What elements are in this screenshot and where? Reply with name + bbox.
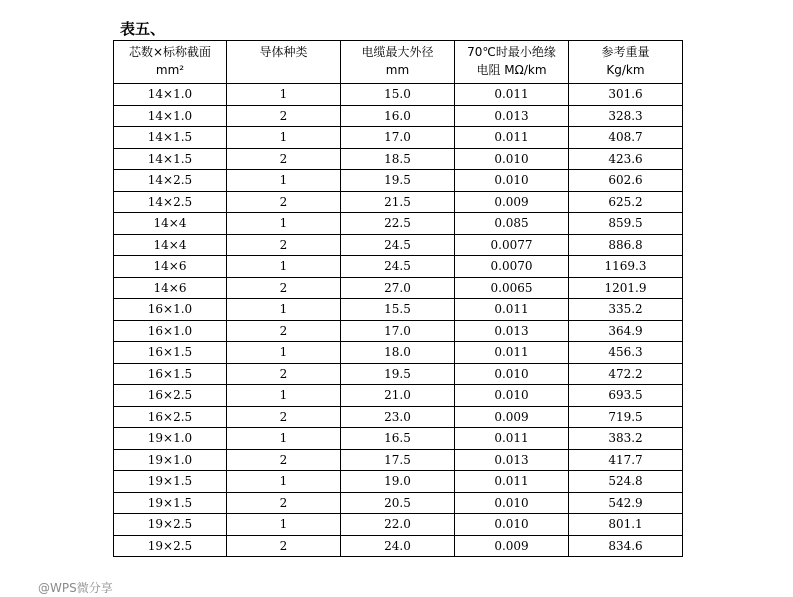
cell-insulation-resistance: 0.011 [455, 342, 569, 364]
cell-cores-section: 16×1.5 [114, 363, 227, 385]
table-row [114, 256, 683, 278]
cell-reference-weight: 524.8 [569, 471, 683, 493]
cell-cores-section: 14×4 [114, 213, 227, 235]
table-row [114, 428, 683, 450]
cell-reference-weight: 719.5 [569, 406, 683, 428]
table-row [114, 342, 683, 364]
cell-cores-section: 16×1.0 [114, 320, 227, 342]
cell-insulation-resistance: 0.085 [455, 213, 569, 235]
cell-insulation-resistance: 0.009 [455, 535, 569, 557]
wps-watermark: @WPS微分享 [38, 581, 113, 595]
cell-outer-diameter: 21.0 [341, 385, 455, 407]
cell-insulation-resistance: 0.010 [455, 492, 569, 514]
cell-insulation-resistance: 0.0070 [455, 256, 569, 278]
cell-outer-diameter: 18.5 [341, 148, 455, 170]
cell-insulation-resistance: 0.010 [455, 514, 569, 536]
cell-outer-diameter: 24.5 [341, 256, 455, 278]
cell-insulation-resistance: 0.0077 [455, 234, 569, 256]
cell-reference-weight: 301.6 [569, 84, 683, 106]
table-row [114, 84, 683, 106]
table-row [114, 406, 683, 428]
cell-insulation-resistance: 0.011 [455, 428, 569, 450]
cell-cores-section: 14×1.0 [114, 84, 227, 106]
cell-conductor-type: 1 [227, 84, 341, 106]
cell-outer-diameter: 17.5 [341, 449, 455, 471]
cell-reference-weight: 801.1 [569, 514, 683, 536]
table-row [114, 148, 683, 170]
table-row [114, 535, 683, 557]
table-row [114, 363, 683, 385]
cell-cores-section: 14×1.5 [114, 148, 227, 170]
table-row [114, 191, 683, 213]
cell-cores-section: 16×2.5 [114, 385, 227, 407]
cell-conductor-type: 2 [227, 363, 341, 385]
cell-insulation-resistance: 0.010 [455, 148, 569, 170]
cell-reference-weight: 886.8 [569, 234, 683, 256]
cell-insulation-resistance: 0.010 [455, 385, 569, 407]
cell-conductor-type: 2 [227, 449, 341, 471]
cell-outer-diameter: 24.5 [341, 234, 455, 256]
cell-insulation-resistance: 0.011 [455, 127, 569, 149]
cell-reference-weight: 859.5 [569, 213, 683, 235]
cell-conductor-type: 1 [227, 299, 341, 321]
cell-outer-diameter: 16.0 [341, 105, 455, 127]
header-min-insulation-resistance: 70℃时最小绝缘 电阻 MΩ/km [455, 41, 569, 84]
cell-outer-diameter: 22.5 [341, 213, 455, 235]
cell-cores-section: 19×1.5 [114, 471, 227, 493]
cell-outer-diameter: 24.0 [341, 535, 455, 557]
cell-conductor-type: 1 [227, 514, 341, 536]
cell-reference-weight: 472.2 [569, 363, 683, 385]
cell-conductor-type: 1 [227, 385, 341, 407]
cell-insulation-resistance: 0.0065 [455, 277, 569, 299]
cell-cores-section: 19×1.5 [114, 492, 227, 514]
cell-insulation-resistance: 0.013 [455, 105, 569, 127]
cell-reference-weight: 417.7 [569, 449, 683, 471]
cell-reference-weight: 423.6 [569, 148, 683, 170]
cell-conductor-type: 1 [227, 471, 341, 493]
table-row [114, 471, 683, 493]
cell-conductor-type: 2 [227, 492, 341, 514]
cell-outer-diameter: 15.0 [341, 84, 455, 106]
cell-outer-diameter: 17.0 [341, 127, 455, 149]
cell-outer-diameter: 27.0 [341, 277, 455, 299]
cell-cores-section: 16×1.0 [114, 299, 227, 321]
cell-reference-weight: 335.2 [569, 299, 683, 321]
table-row [114, 234, 683, 256]
table-body [114, 84, 683, 557]
cell-cores-section: 19×1.0 [114, 428, 227, 450]
cell-cores-section: 14×1.0 [114, 105, 227, 127]
cell-outer-diameter: 16.5 [341, 428, 455, 450]
cell-conductor-type: 2 [227, 234, 341, 256]
table-row [114, 105, 683, 127]
cell-reference-weight: 364.9 [569, 320, 683, 342]
table-row [114, 492, 683, 514]
table-row [114, 385, 683, 407]
cell-cores-section: 14×2.5 [114, 191, 227, 213]
cell-cores-section: 14×6 [114, 256, 227, 278]
header-conductor-type: 导体种类 [227, 41, 341, 84]
cell-reference-weight: 408.7 [569, 127, 683, 149]
table-row [114, 320, 683, 342]
cell-outer-diameter: 17.0 [341, 320, 455, 342]
header-cores-section: 芯数×标称截面 mm² [114, 41, 227, 84]
header-reference-weight: 参考重量 Kg/km [569, 41, 683, 84]
cell-cores-section: 14×2.5 [114, 170, 227, 192]
cell-outer-diameter: 19.5 [341, 363, 455, 385]
cell-insulation-resistance: 0.011 [455, 84, 569, 106]
cell-cores-section: 16×1.5 [114, 342, 227, 364]
cell-outer-diameter: 22.0 [341, 514, 455, 536]
cell-conductor-type: 1 [227, 256, 341, 278]
table-row [114, 277, 683, 299]
cell-cores-section: 19×1.0 [114, 449, 227, 471]
cell-conductor-type: 2 [227, 191, 341, 213]
table-row [114, 213, 683, 235]
cell-conductor-type: 1 [227, 170, 341, 192]
header-max-outer-diameter: 电缆最大外径 mm [341, 41, 455, 84]
cell-conductor-type: 1 [227, 127, 341, 149]
table-header-row [114, 41, 683, 84]
cell-reference-weight: 1201.9 [569, 277, 683, 299]
cell-conductor-type: 2 [227, 277, 341, 299]
cell-reference-weight: 383.2 [569, 428, 683, 450]
cell-conductor-type: 2 [227, 406, 341, 428]
cell-insulation-resistance: 0.009 [455, 191, 569, 213]
cell-outer-diameter: 15.5 [341, 299, 455, 321]
cell-cores-section: 14×1.5 [114, 127, 227, 149]
cell-conductor-type: 2 [227, 148, 341, 170]
cell-outer-diameter: 18.0 [341, 342, 455, 364]
cell-reference-weight: 625.2 [569, 191, 683, 213]
table-row [114, 127, 683, 149]
cell-outer-diameter: 19.0 [341, 471, 455, 493]
cell-conductor-type: 1 [227, 213, 341, 235]
cell-outer-diameter: 23.0 [341, 406, 455, 428]
cell-cores-section: 14×4 [114, 234, 227, 256]
cell-reference-weight: 602.6 [569, 170, 683, 192]
cell-reference-weight: 1169.3 [569, 256, 683, 278]
cell-insulation-resistance: 0.013 [455, 449, 569, 471]
cell-conductor-type: 2 [227, 535, 341, 557]
cell-conductor-type: 1 [227, 428, 341, 450]
table-row [114, 299, 683, 321]
cell-reference-weight: 456.3 [569, 342, 683, 364]
cable-spec-table [113, 40, 683, 557]
cell-reference-weight: 328.3 [569, 105, 683, 127]
cell-insulation-resistance: 0.011 [455, 471, 569, 493]
cell-insulation-resistance: 0.010 [455, 170, 569, 192]
cell-cores-section: 16×2.5 [114, 406, 227, 428]
table-title: 表五、 [120, 20, 166, 38]
cell-outer-diameter: 21.5 [341, 191, 455, 213]
cell-insulation-resistance: 0.009 [455, 406, 569, 428]
cell-reference-weight: 542.9 [569, 492, 683, 514]
cell-cores-section: 14×6 [114, 277, 227, 299]
cell-cores-section: 19×2.5 [114, 535, 227, 557]
table-row [114, 514, 683, 536]
cell-insulation-resistance: 0.010 [455, 363, 569, 385]
cell-insulation-resistance: 0.011 [455, 299, 569, 321]
cell-outer-diameter: 19.5 [341, 170, 455, 192]
cell-conductor-type: 2 [227, 105, 341, 127]
cell-outer-diameter: 20.5 [341, 492, 455, 514]
cell-cores-section: 19×2.5 [114, 514, 227, 536]
table-row [114, 449, 683, 471]
table-row [114, 170, 683, 192]
cell-conductor-type: 1 [227, 342, 341, 364]
cell-insulation-resistance: 0.013 [455, 320, 569, 342]
cell-conductor-type: 2 [227, 320, 341, 342]
cell-reference-weight: 693.5 [569, 385, 683, 407]
cell-reference-weight: 834.6 [569, 535, 683, 557]
